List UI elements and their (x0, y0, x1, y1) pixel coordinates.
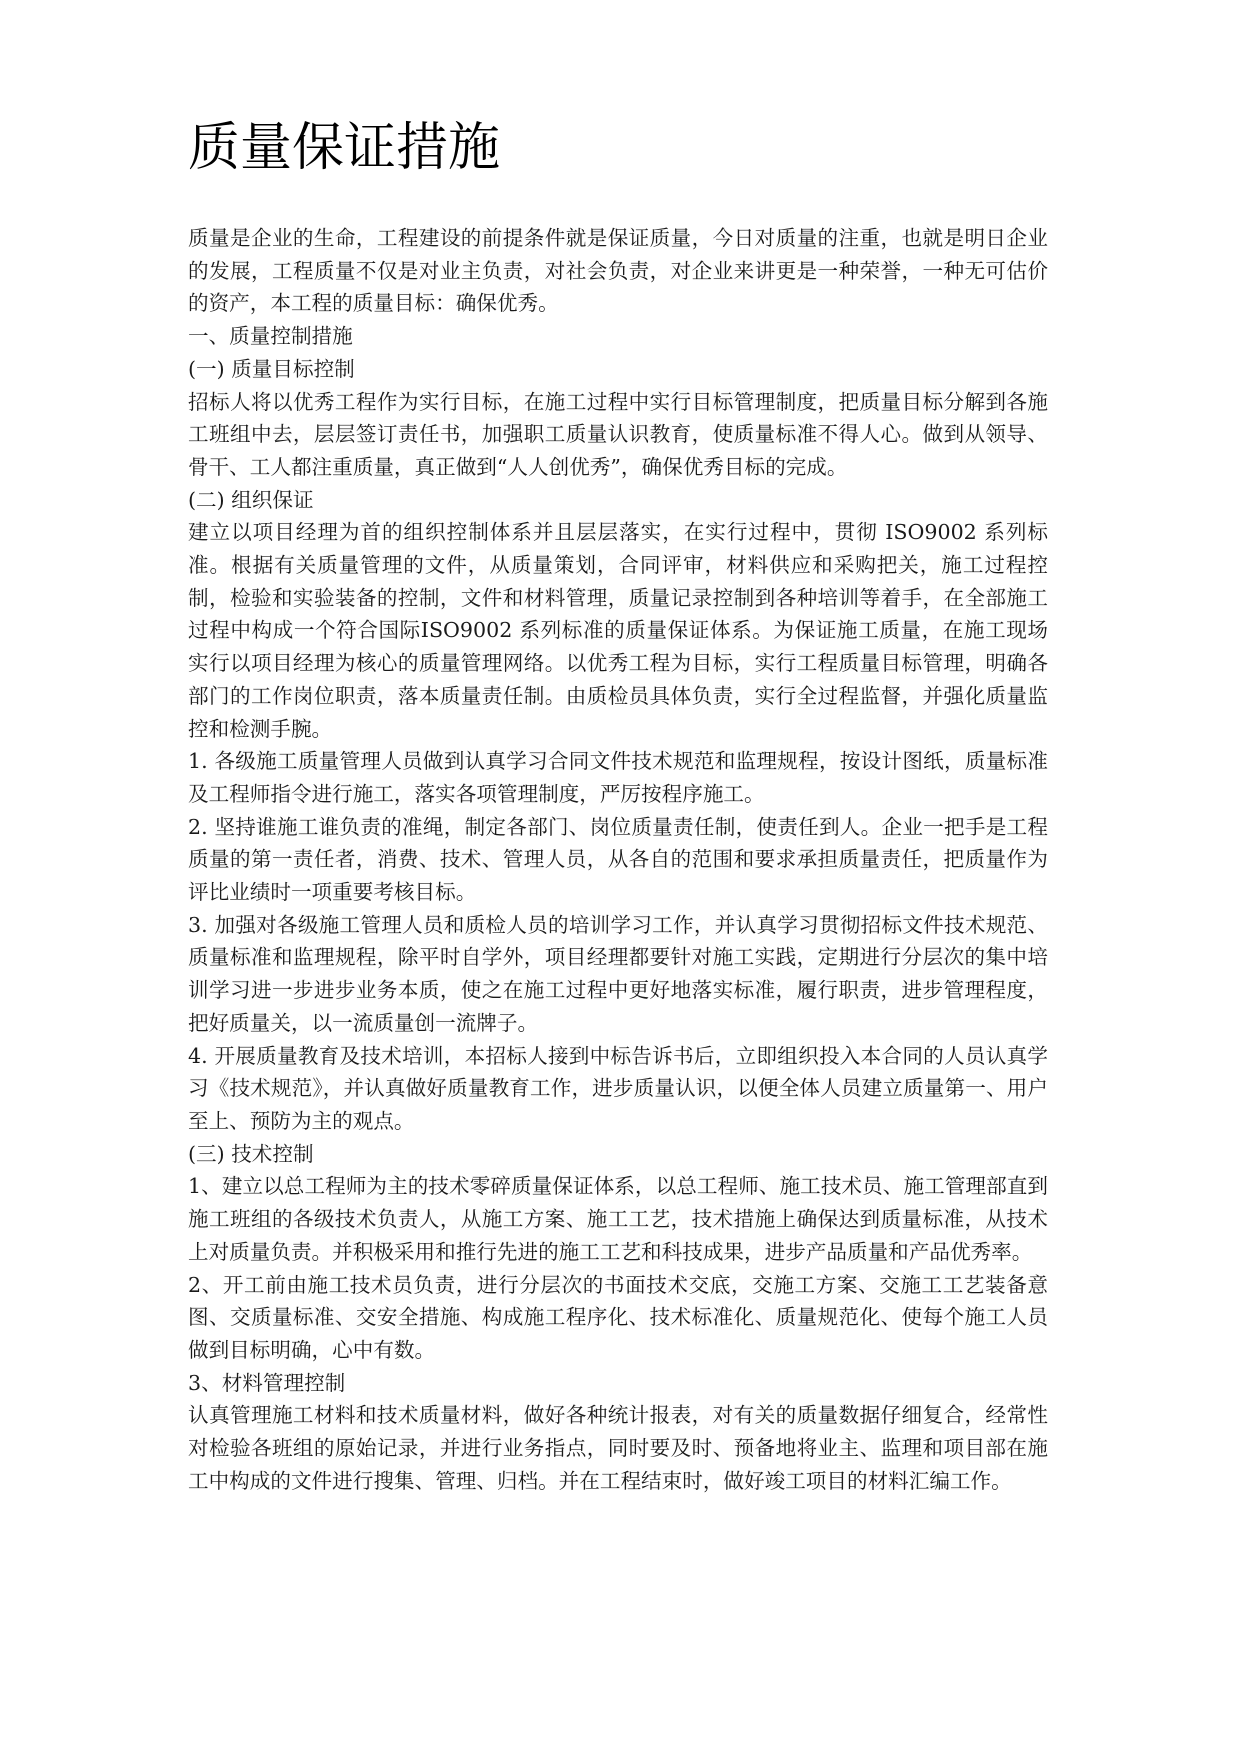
technical-item-1: 1、建立以总工程师为主的技术零碎质量保证体系，以总工程师、施工技术员、施工管理部直到施工班组的各级技术负责人，从施工方案、施工工艺，技术措施上确保达到质量标准，从技术上对质量负责。并积极采用和推行先进的施工工艺和科技成果，进步产品质量和产品优秀率。 (188, 1174, 1048, 1264)
paragraph-material-management: 认真管理施工材料和技术质量材料，做好各种统计报表，对有关的质量数据仔细复合，经常性对检验各班组的原始记录，并进行业务指点，同时要及时、预备地将业主、监理和项目部在施工中构成的文件进行搜集、管理、归档。并在工程结束时，做好竣工项目的材料汇编工作。 (188, 1403, 1048, 1493)
technical-item-2: 2、开工前由施工技术员负责，进行分层次的书面技术交底，交施工方案、交施工工艺装备意图、交质量标准、交安全措施、构成施工程序化、技术标准化、质量规范化、使每个施工人员做到目标明确，心中有数。 (188, 1272, 1048, 1362)
list-item-4: 4. 开展质量教育及技术培训，本招标人接到中标告诉书后，立即组织投入本合同的人员认真学习《技术规范》，并认真做好质量教育工作，进步质量认识，以便全体人员建立质量第一、用户至上、预防为主的观点。 (188, 1043, 1048, 1133)
section-heading-quality-control: 一、质量控制措施 (188, 324, 353, 349)
list-item-1: 1. 各级施工质量管理人员做到认真学习合同文件技术规范和监理规程，按设计图纸，质量标准及工程师指令进行施工，落实各项管理制度，严厉按程序施工。 (188, 749, 1048, 806)
subsection-heading-technical-control: (三) 技术控制 (188, 1141, 314, 1166)
subsection-heading-material-management: 3、材料管理控制 (188, 1370, 346, 1395)
paragraph-quality-target: 招标人将以优秀工程作为实行目标，在施工过程中实行目标管理制度，把质量目标分解到各施工班组中去，层层签订责任书，加强职工质量认识教育，使质量标准不得人心。做到从领导、骨干、工人都注重质量，真正做到“人人创优秀”，确保优秀目标的完成。 (188, 389, 1048, 479)
subsection-heading-quality-target: (一) 质量目标控制 (188, 356, 355, 381)
paragraph-organization: 建立以项目经理为首的组织控制体系并且层层落实，在实行过程中，贯彻 ISO9002 系列标准。根据有关质量管理的文件，从质量策划，合同评审，材料供应和采购把关，施工过程控制，检验和实验装备的控制，文件和材料管理，质量记录控制到各种培训等着手，在全部施工过程中构成一个符合国际ISO9002 系列标准的质量保证体系。为保证施工质量，在施工现场实行以项目经理为核心的质量管理网络。以优秀工程为目标，实行工程质量目标管理，明确各部门的工作岗位职责，落本质量责任制。由质检员具体负责，实行全过程监督，并强化质量监控和检测手腕。 (188, 520, 1048, 741)
intro-paragraph: 质量是企业的生命，工程建设的前提条件就是保证质量，今日对质量的注重，也就是明日企业的发展，工程质量不仅是对业主负责，对社会负责，对企业来讲更是一种荣誉，一种无可估价的资产，本工程的质量目标：确保优秀。 (188, 226, 1048, 316)
subsection-heading-organization: (二) 组织保证 (188, 487, 314, 512)
list-item-3: 3. 加强对各级施工管理人员和质检人员的培训学习工作，并认真学习贯彻招标文件技术规范、质量标准和监理规程，除平时自学外，项目经理都要针对施工实践，定期进行分层次的集中培训学习进一步进步业务本质，使之在施工过程中更好地落实标准，履行职责，进步管理程度，把好质量关，以一流质量创一流牌子。 (188, 912, 1048, 1035)
list-item-2: 2. 坚持谁施工谁负责的准绳，制定各部门、岗位质量责任制，使责任到人。企业一把手是工程质量的第一责任者，消费、技术、管理人员，从各自的范围和要求承担质量责任，把质量作为评比业绩时一项重要考核目标。 (188, 814, 1048, 905)
document-body (188, 222, 1048, 1497)
document-title: 质量保证措施 (188, 118, 501, 178)
